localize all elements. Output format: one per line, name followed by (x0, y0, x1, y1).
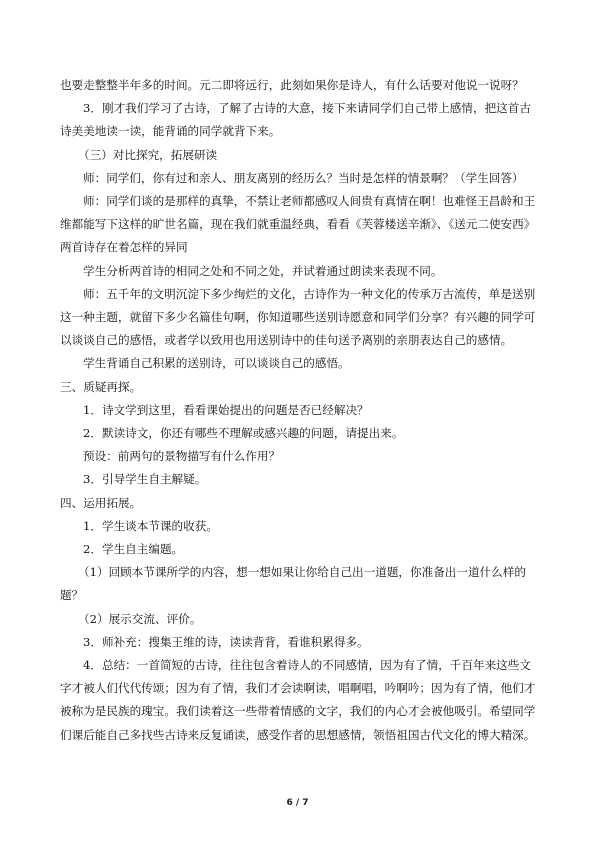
paragraph: 学生分析两首诗的相同之处和不同之处，并试着通过朗读来表现不同。 (83, 263, 443, 278)
paragraph: 也要走整整半年多的时间。元二即将远行，此刻如果你是诗人，有什么话要对他说一说呀？ (60, 78, 524, 92)
paragraph: 四、运用拓展。 (60, 495, 142, 510)
paragraph: 师：同学们谈的是那样的真挚，不禁让老师都感叹人间贵有真情在啊！也难怪王昌龄和王维都能写下这样的旷世名篇，现在我们就重温经典，看看《芙蓉楼送辛渐》、《送元二使安西》两首诗存在着怎样的异同 (60, 194, 536, 255)
paragraph: 预设：前两句的景物描写有什么作用？ (83, 449, 281, 464)
paragraph: 3．刚才我们学习了古诗，了解了古诗的大意，接下来请同学们自己带上感情，把这首古诗美美地读一读，能背诵的同学就背下来。 (60, 101, 531, 139)
paragraph: （2）展示交流、评价。 (78, 611, 202, 626)
paragraph: 师：同学们，你有过和亲人、朋友离别的经历么？当时是怎样的情景啊？（学生回答） (83, 170, 524, 185)
paragraph: 2．默读诗文，你还有哪些不理解或感兴趣的问题，请提出来。 (83, 426, 404, 441)
paragraph: 3．引导学生自主解疑。 (83, 472, 207, 487)
document-body (60, 74, 537, 747)
paragraph: 1．学生谈本节课的收获。 (83, 518, 218, 533)
paragraph: 三、质疑再探。 (60, 379, 142, 394)
paragraph: 4．总结：一首简短的古诗，往往包含着诗人的不同感情，因为有了情，千百年来这些文字才被人们代代传颂；因为有了情，我们才会读啊读，唱啊唱，吟啊吟；因为有了情，他们才被称为是民族的瑰宝。我们读着这一些带着情感的文字，我们的内心才会被他吸引。希望同学们课后能自己多找些古诗来反复诵读，感受作者的思想感情，领悟祖国古代文化的博大精深。 (60, 658, 536, 742)
paragraph: 学生背诵自己积累的送别诗，可以谈谈自己的感悟。 (83, 356, 350, 371)
paragraph: （三）对比探究，拓展研读 (78, 147, 218, 162)
paragraph: 师：五千年的文明沉淀下多少绚烂的文化，古诗作为一种文化的传承万古流传，单是送别这一种主题，就留下多少名篇佳句啊，你知道哪些送别诗愿意和同学们分享？有兴趣的同学可以谈谈自己的感悟，或者学以致用也用送别诗中的佳句送予离别的亲朋表达自己的感情。 (60, 286, 536, 348)
page-number: 6 / 7 (286, 798, 309, 808)
paragraph: 1．诗文学到这里，看看课始提出的问题是否已经解决？ (83, 402, 369, 417)
paragraph: 2．学生自主编题。 (83, 542, 184, 557)
paragraph: 3．师补充：搜集王维的诗，读读背背，看谁积累得多。 (83, 634, 369, 649)
paragraph: （1）回顾本节课所学的内容，想一想如果让你给自己出一道题，你准备出一道什么样的题？ (60, 565, 526, 603)
